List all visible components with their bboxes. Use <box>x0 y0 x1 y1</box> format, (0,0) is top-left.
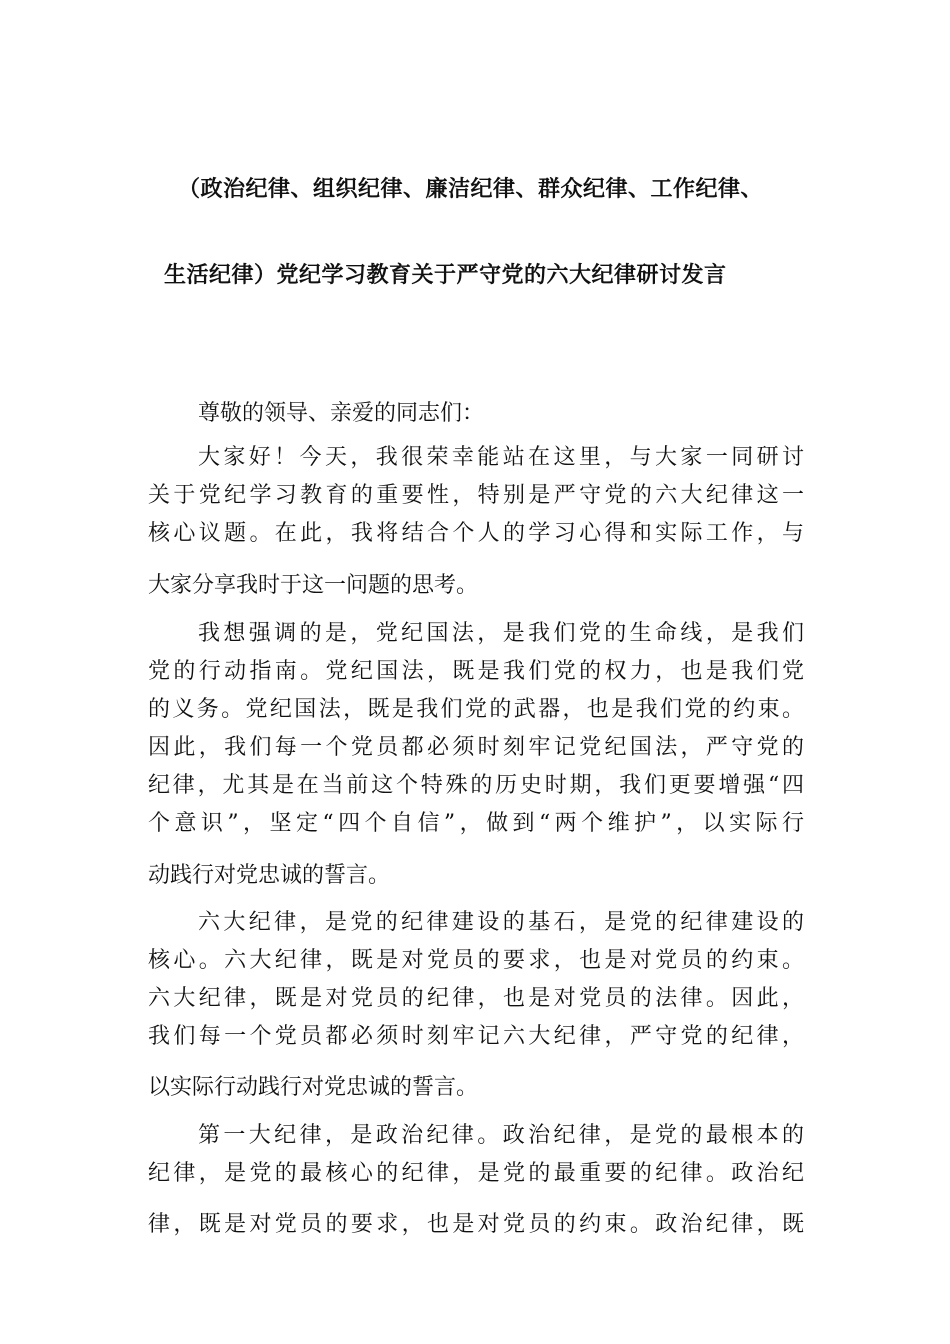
paragraph-line: 以实际行动践行对党忠诚的誓言。 <box>148 1075 479 1100</box>
paragraph-line: 大家分享我时于这一问题的思考。 <box>148 573 479 598</box>
paragraph-line: 个意识”，坚定“四个自信”，做到“两个维护”，以实际行 <box>148 811 804 836</box>
paragraph-line: 律，既是对党员的要求，也是对党员的约束。政治纪律，既 <box>148 1212 804 1237</box>
title-line-1: （政治纪律、组织纪律、廉洁纪律、群众纪律、工作纪律、 <box>178 177 764 202</box>
paragraph-line: 关于党纪学习教育的重要性，特别是严守党的六大纪律这一 <box>148 483 804 508</box>
paragraph-line: 核心。六大纪律，既是对党员的要求，也是对党员的约束。 <box>148 948 804 973</box>
paragraph-line: 动践行对党忠诚的誓言。 <box>148 863 391 888</box>
paragraph-line: 我们每一个党员都必须时刻牢记六大纪律，严守党的纪律， <box>148 1024 804 1049</box>
paragraph-line: 大家好！今天，我很荣幸能站在这里，与大家一同研讨 <box>198 445 804 470</box>
paragraph-line: 因此，我们每一个党员都必须时刻牢记党纪国法，严守党的 <box>148 735 804 760</box>
paragraph-line: 党的行动指南。党纪国法，既是我们党的权力，也是我们党 <box>148 659 804 684</box>
paragraph-line: 六大纪律，既是对党员的纪律，也是对党员的法律。因此， <box>148 986 804 1011</box>
paragraph-line: 核心议题。在此，我将结合个人的学习心得和实际工作，与 <box>148 521 804 546</box>
paragraph-line: 六大纪律，是党的纪律建设的基石，是党的纪律建设的 <box>198 910 804 935</box>
paragraph-line: 我想强调的是，党纪国法，是我们党的生命线，是我们 <box>198 621 804 646</box>
paragraph-line: 第一大纪律，是政治纪律。政治纪律，是党的最根本的 <box>198 1123 804 1148</box>
paragraph-line: 的义务。党纪国法，既是我们党的武器，也是我们党的约束。 <box>148 697 804 722</box>
paragraph-line: 纪律，尤其是在当前这个特殊的历史时期，我们更要增强“四 <box>148 773 804 798</box>
title-line-2: 生活纪律）党纪学习教育关于严守党的六大纪律研讨发言 <box>164 263 727 288</box>
greeting: 尊敬的领导、亲爱的同志们： <box>198 401 485 426</box>
paragraph-line: 纪律，是党的最核心的纪律，是党的最重要的纪律。政治纪 <box>148 1161 804 1186</box>
